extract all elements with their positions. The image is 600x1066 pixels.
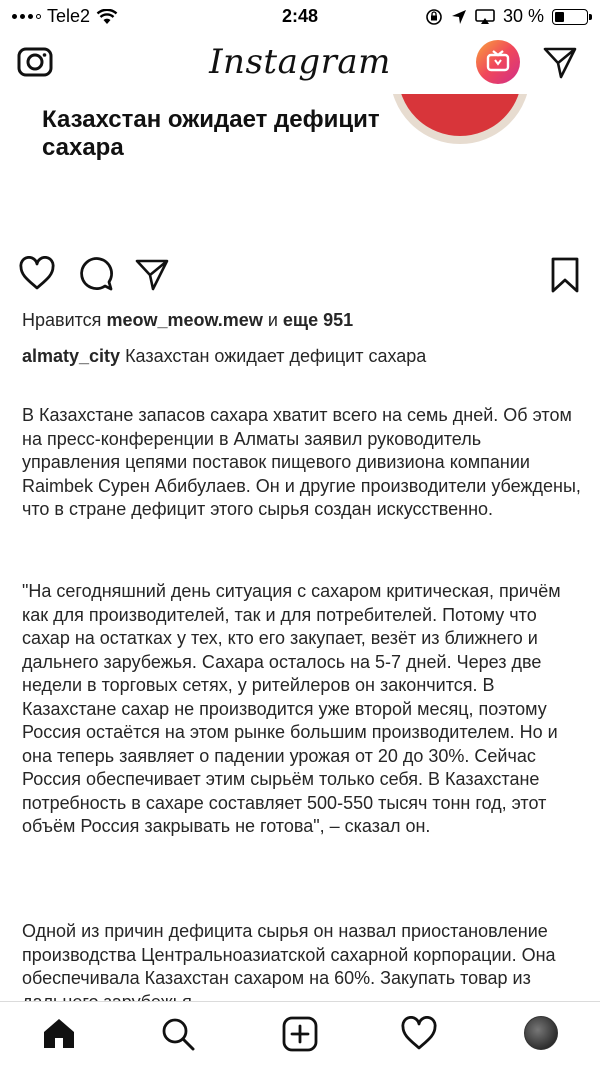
screen-mirroring-icon [475,9,495,25]
image-headline: Казахстан ожидает дефицит сахара [42,106,380,161]
caption-paragraph: Одной из причин дефицита сырья он назвал приостановление производства Центральноазиатской сахарной корпорации. Она обеспечивала Казахстан сахаром на 60%. Закупать товар из [22,921,556,988]
post-actions [0,252,600,298]
caption-paragraph: В Казахстане запасов сахара хватит всего на семь дней. Об этом на пресс-конференции в Алматы заявил руководитель управления цепями поставок пищевого дивизиона компании Raimbek Сурен Абибулаев. Он и другие производители убеждены, что в стране дефицит этого сырья создан искусственно. [22,405,581,519]
author-username[interactable]: almaty_city [22,346,121,366]
profile-avatar[interactable] [524,1016,558,1050]
caption-text: Казахстан ожидает дефицит сахара [120,346,427,366]
activity-icon[interactable] [400,1016,438,1052]
caption-line [22,346,426,367]
likes-prefix: Нравится [22,310,107,330]
likes-line[interactable] [22,310,353,331]
comment-icon[interactable] [78,256,114,292]
likes-count[interactable]: еще 951 [282,310,354,330]
likes-conjunction: и [262,310,283,330]
new-post-icon[interactable] [282,1016,318,1052]
post-image[interactable] [0,94,600,246]
carrier-label: Tele2 [47,6,91,26]
share-icon[interactable] [134,256,170,292]
app-logo: Instagram [209,42,391,82]
like-icon[interactable] [18,256,56,292]
location-icon [451,9,467,25]
liker-username[interactable]: meow_meow.mew [106,310,263,330]
direct-icon[interactable] [542,44,578,80]
bottom-nav [0,1001,600,1066]
caption-paragraph: "На сегодняшний день ситуация с сахаром критическая, причём как для производителей, так и для потребителей. Потому что сахар на остатках у тех, кто его закупает, везёт из ближнего и дальнего зарубежья. Сахара осталось на 5-7 дней. Через две недели в торговых сетях, у ритейлеров он закончится. В Казахстане сахар не производится уже второй месяц, поэтому Россия остаётся на этом рынке большим производителем. Но и она теперь заявляет о падении урожая от 20 до 30%. Сейчас Россия обеспечивает этим сырьём только себя. В Казахстане потребность в сахаре составляет 500-550 тысяч тонн год, этот объём Россия закрывать не готова", – сказал он. [22,581,561,836]
battery-percent: 30 % [502,6,544,26]
app-header [0,34,600,94]
clock: 2:48 [281,6,319,26]
search-icon[interactable] [160,1016,196,1052]
igtv-icon[interactable] [476,40,520,84]
status-bar [0,0,600,34]
orientation-lock-icon [425,8,443,26]
battery-icon [552,9,588,25]
bookmark-icon[interactable] [550,256,580,294]
home-icon[interactable] [42,1016,76,1050]
